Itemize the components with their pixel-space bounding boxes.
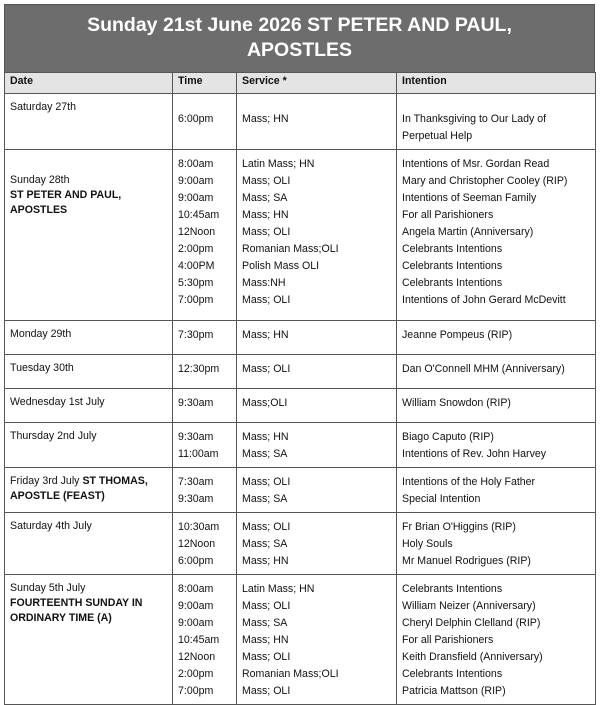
intention-value: Celebrants Intentions (402, 668, 503, 680)
day-cell (5, 423, 173, 468)
time-value: 10:30am (178, 521, 220, 533)
feast-label: FOURTEENTH SUNDAY IN ORDINARY TIME (A) (10, 597, 143, 624)
column-header-intention: Intention (397, 73, 596, 94)
table-row (5, 389, 596, 423)
intention-cell (397, 513, 596, 575)
service-value: Mass; OLI (242, 363, 291, 375)
table-row (5, 423, 596, 468)
time-cell (173, 468, 237, 513)
time-cell (173, 321, 237, 355)
intention-value: Intentions of Rev. John Harvey (402, 448, 547, 460)
intention-value: For all Parishioners (402, 209, 494, 221)
time-cell (173, 389, 237, 423)
service-value: Mass; OLI (242, 294, 291, 306)
service-value: Latin Mass; HN (242, 158, 315, 170)
time-value: 7:00pm (178, 685, 214, 697)
intention-value: Fr Brian O'Higgins (RIP) (402, 521, 516, 533)
intention-value: Intentions of Msr. Gordan Read (402, 158, 550, 170)
day-cell (5, 321, 173, 355)
time-value: 9:00am (178, 617, 214, 629)
time-value: 9:00am (178, 600, 214, 612)
time-value: 2:00pm (178, 243, 214, 255)
table-row (5, 150, 596, 321)
time-value: 9:00am (178, 175, 214, 187)
day-label: Thursday 2nd July (10, 430, 97, 442)
time-cell (173, 150, 237, 321)
day-label: Sunday 5th July (10, 582, 86, 594)
intention-value: Mr Manuel Rodrigues (RIP) (402, 555, 531, 567)
table-row (5, 468, 596, 513)
service-value: Mass; OLI (242, 685, 291, 697)
service-value: Mass; SA (242, 448, 288, 460)
service-cell (237, 513, 397, 575)
day-label: Monday 29th (10, 328, 72, 340)
intention-cell (397, 150, 596, 321)
time-cell (173, 94, 237, 150)
schedule-body (5, 94, 596, 705)
intention-cell (397, 94, 596, 150)
time-value: 4:00PM (178, 260, 215, 272)
schedule-sheet (4, 4, 595, 705)
service-value: Mass:NH (242, 277, 286, 289)
time-value: 9:30am (178, 493, 214, 505)
intention-value: Intentions of Seeman Family (402, 192, 537, 204)
day-cell (5, 513, 173, 575)
service-value: Polish Mass OLI (242, 260, 320, 272)
banner-title-line2: APOSTLES (246, 39, 353, 61)
service-value: Mass; OLI (242, 175, 291, 187)
table-row (5, 321, 596, 355)
time-value: 12Noon (178, 651, 216, 663)
service-value: Mass; OLI (242, 651, 291, 663)
table-header-row (5, 73, 596, 94)
time-cell (173, 513, 237, 575)
intention-cell (397, 423, 596, 468)
intention-value: Jeanne Pompeus (RIP) (402, 329, 513, 341)
intention-cell (397, 575, 596, 705)
service-cell (237, 321, 397, 355)
time-value: 2:00pm (178, 668, 214, 680)
intention-value: Intentions of John Gerard McDevitt (402, 294, 566, 306)
column-header-time: Time (173, 73, 237, 94)
day-label: Saturday 27th (10, 101, 76, 113)
intention-cell (397, 355, 596, 389)
service-value: Mass; SA (242, 617, 288, 629)
feast-label: ST THOMAS, APOSTLE (FEAST) (10, 475, 148, 502)
intention-value: Mary and Christopher Cooley (RIP) (402, 175, 568, 187)
service-value: Latin Mass; HN (242, 583, 315, 595)
time-value: 12:30pm (178, 363, 220, 375)
time-value: 9:30am (178, 397, 214, 409)
intention-value: Angela Martin (Anniversary) (402, 226, 534, 238)
day-label: Friday 3rd July (10, 475, 80, 487)
intention-value: Celebrants Intentions (402, 583, 503, 595)
service-value: Mass; OLI (242, 226, 291, 238)
day-cell (5, 94, 173, 150)
time-value: 12Noon (178, 226, 216, 238)
service-cell (237, 575, 397, 705)
time-value: 11:00am (178, 448, 219, 460)
day-cell (5, 389, 173, 423)
intention-cell (397, 321, 596, 355)
table-row (5, 94, 596, 150)
mass-schedule-table (4, 72, 596, 705)
time-cell (173, 575, 237, 705)
service-value: Mass; OLI (242, 476, 291, 488)
table-row (5, 355, 596, 389)
intention-value: Holy Souls (402, 538, 453, 550)
intention-value: Keith Dransfield (Anniversary) (402, 651, 543, 663)
intention-value: Biago Caputo (RIP) (402, 431, 494, 443)
intention-value: William Snowdon (RIP) (402, 397, 511, 409)
intention-value: Celebrants Intentions (402, 243, 503, 255)
intention-value: Special Intention (402, 493, 481, 505)
service-value: Mass; HN (242, 209, 289, 221)
service-value: Mass; OLI (242, 600, 291, 612)
day-cell (5, 468, 173, 513)
service-cell (237, 150, 397, 321)
service-cell (237, 355, 397, 389)
intention-value: Intentions of the Holy Father (402, 476, 536, 488)
service-cell (237, 423, 397, 468)
service-value: Mass; HN (242, 113, 289, 125)
service-value: Mass; OLI (242, 521, 291, 533)
time-value: 9:30am (178, 431, 214, 443)
intention-cell (397, 468, 596, 513)
feast-label: ST PETER AND PAUL, APOSTLES (10, 189, 122, 216)
time-value: 7:00pm (178, 294, 214, 306)
day-cell (5, 150, 173, 321)
day-cell (5, 575, 173, 705)
day-label: Tuesday 30th (10, 362, 74, 374)
time-value: 6:00pm (178, 113, 214, 125)
service-value: Mass; HN (242, 555, 289, 567)
schedule-banner (4, 4, 595, 72)
service-value: Mass; HN (242, 329, 289, 341)
intention-cell (397, 389, 596, 423)
time-value: 9:00am (178, 192, 214, 204)
service-value: Mass; HN (242, 431, 289, 443)
time-cell (173, 423, 237, 468)
column-header-service: Service * (237, 73, 397, 94)
intention-value: In Thanksgiving to Our Lady of Perpetual Help (402, 113, 547, 142)
service-value: Mass;OLI (242, 397, 288, 409)
service-cell (237, 389, 397, 423)
time-value: 10:45am (178, 209, 220, 221)
time-value: 8:00am (178, 158, 214, 170)
service-value: Mass; SA (242, 538, 288, 550)
service-value: Mass; HN (242, 634, 289, 646)
time-value: 10:45am (178, 634, 220, 646)
service-value: Mass; SA (242, 192, 288, 204)
table-row (5, 575, 596, 705)
intention-value: William Neizer (Anniversary) (402, 600, 536, 612)
intention-value: Celebrants Intentions (402, 260, 503, 272)
intention-value: Celebrants Intentions (402, 277, 503, 289)
service-value: Mass; SA (242, 493, 288, 505)
intention-value: Dan O'Connell MHM (Anniversary) (402, 363, 565, 375)
intention-value: For all Parishioners (402, 634, 494, 646)
time-value: 6:00pm (178, 555, 214, 567)
time-cell (173, 355, 237, 389)
day-label: Sunday 28th (10, 174, 70, 186)
service-value: Romanian Mass;OLI (242, 668, 339, 680)
day-cell (5, 355, 173, 389)
service-value: Romanian Mass;OLI (242, 243, 339, 255)
time-value: 5:30pm (178, 277, 214, 289)
time-value: 7:30pm (178, 329, 214, 341)
day-label: Saturday 4th July (10, 520, 92, 532)
banner-title-line1: Sunday 21st June 2026 ST PETER AND PAUL, (87, 14, 512, 36)
time-value: 12Noon (178, 538, 216, 550)
service-cell (237, 468, 397, 513)
time-value: 7:30am (178, 476, 214, 488)
table-row (5, 513, 596, 575)
day-label: Wednesday 1st July (10, 396, 105, 408)
intention-value: Patricia Mattson (RIP) (402, 685, 506, 697)
column-header-date: Date (5, 73, 173, 94)
intention-value: Cheryl Delphin Clelland (RIP) (402, 617, 541, 629)
service-cell (237, 94, 397, 150)
time-value: 8:00am (178, 583, 214, 595)
